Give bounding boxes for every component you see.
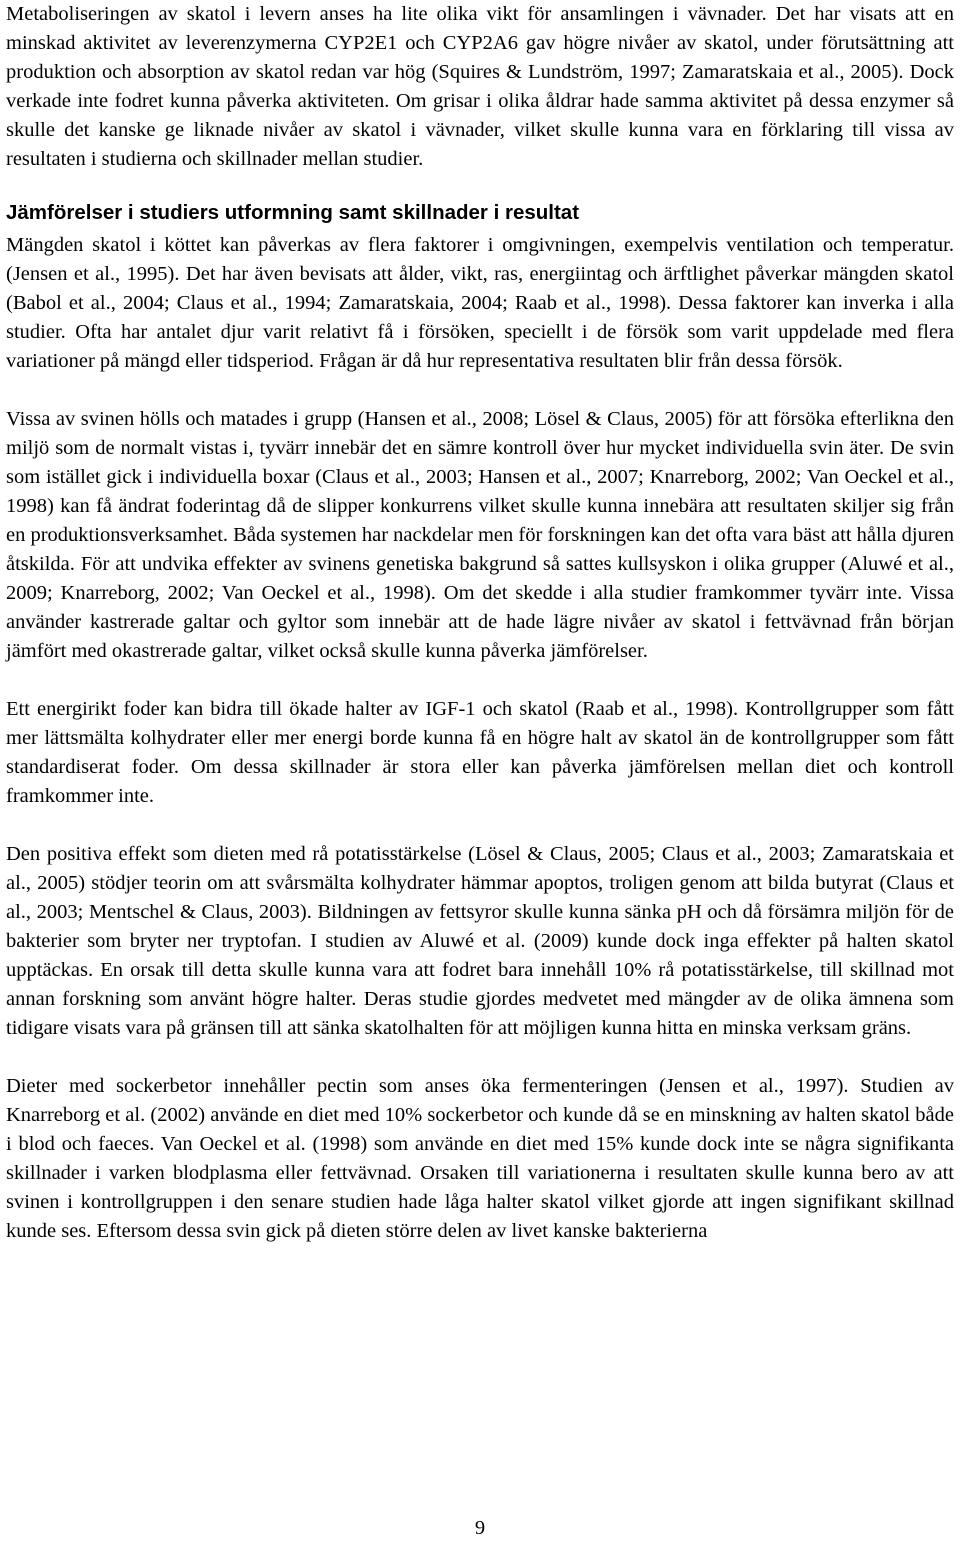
page-number: 9 — [474, 1517, 486, 1539]
section-heading: Jämförelser i studiers utformning samt skillnader i resultat — [6, 201, 580, 224]
paragraph-skatol-metabolism: Metaboliseringen av skatol i levern anses ha lite olika vikt för ansamlingen i vävnader. Det har visats att en minskad aktivitet av leverenzymerna CYP2E1 och CYP2A6 gav högre nivåer av skatol, under förutsättning att produktion och absorption av skatol redan var hög (Squires & Lundström, 1997; Zamaratskaia et al., 2005). Dock verkade inte fodret kunna påverka aktiviteten. Om grisar i olika åldrar hade samma aktivitet på dessa enzymer så skulle det kanske ge liknade nivåer av skatol i vävnader, vilket skulle kunna vara en förklaring till vissa av resultaten i studierna och skillnader mellan studier. — [6, 3, 954, 170]
paragraph-potato-starch: Den positiva effekt som dieten med rå potatisstärkelse (Lösel & Claus, 2005; Claus et al., 2003; Zamaratskaia et al., 2005) stödjer teorin om att svårsmälta kolhydrater hämmar apoptos, troligen genom att bilda butyrat (Claus et al., 2003; Mentschel & Claus, 2003). Bildningen av fettsyror skulle kunna sänka pH och då försämra miljön för de bakterier som bryter ner tryptofan. I studien av Aluwé et al. (2009) kunde dock inga effekter på halten skatol upptäckas. En orsak till detta skulle kunna vara att fodret bara innehåll 10% rå potatisstärkelse, till skillnad mot annan forskning som använt högre halter. Deras studie gjordes medvetet med mängder av de olika ämnena som tidigare visats vara på gränsen till att sänka skatolhalten för att möjligen kunna hitta en minska verksam gräns. — [6, 843, 954, 1039]
document-page — [6, 0, 954, 1246]
paragraph-housing: Vissa av svinen hölls och matades i grupp (Hansen et al., 2008; Lösel & Claus, 2005) för att försöka efterlikna den miljö som de normalt vistas i, tyvärr innebär det en sämre kontroll över hur mycket individuella svin äter. De svin som istället gick i individuella boxar (Claus et al., 2003; Hansen et al., 2007; Knarreborg, 2002; Van Oeckel et al., 1998) kan få ändrat foderintag då de slipper konkurrens vilket skulle kunna innebära att resultaten skiljer sig från en produktionsverksamhet. Båda systemen har nackdelar men för forskningen kan det ofta vara bäst att hålla djuren åtskilda. För att undvika effekter av svinens genetiska bakgrund så sattes kullsyskon i olika grupper (Aluwé et al., 2009; Knarreborg, 2002; Van Oeckel et al., 1998). Om det skedde i alla studier framkommer tyvärr inte. Vissa använder kastrerade galtar och gyltor som innebär att de hade lägre nivåer av skatol i fettvävnad från början jämfört med okastrerade galtar, vilket också skulle kunna påverka jämförelser. — [6, 408, 954, 662]
paragraph-energy-feed: Ett energirikt foder kan bidra till ökade halter av IGF-1 och skatol (Raab et al., 1998). Kontrollgrupper som fått mer lättsmälta kolhydrater eller mer energi borde kunna få en högre halt av skatol än de kontrollgrupper som fått standardiserat foder. Om dessa skillnader är stora eller kan påverka jämförelsen mellan diet och kontroll framkommer inte. — [6, 698, 954, 807]
paragraph-environment-factors: Mängden skatol i köttet kan påverkas av flera faktorer i omgivningen, exempelvis ventilation och temperatur. (Jensen et al., 1995). Det har även bevisats att ålder, vikt, ras, energiintag och ärftlighet påverkar mängden skatol (Babol et al., 2004; Claus et al., 1994; Zamaratskaia, 2004; Raab et al., 1998). Dessa faktorer kan inverka i alla studier. Ofta har antalet djur varit relativt få i försöken, speciellt i de försök som varit uppdelade med flera variationer på mängd eller tidsperiod. Frågan är då hur representativa resultaten blir från dessa försök. — [6, 234, 954, 372]
paragraph-sugar-beet: Dieter med sockerbetor innehåller pectin som anses öka fermenteringen (Jensen et al., 1997). Studien av Knarreborg et al. (2002) använde en diet med 10% sockerbetor och kunde då se en minskning av halten skatol både i blod och faeces. Van Oeckel et al. (1998) som använde en diet med 15% kunde dock inte se några signifikanta skillnader i varken blodplasma eller fettvävnad. Orsaken till variationerna i resultaten skulle kunna bero av att svinen i kontrollgruppen i den senare studien hade låga halter skatol vilket gjorde att ingen signifikant skillnad kunde ses. Eftersom dessa svin gick på dieten större delen av livet kanske bakterierna — [6, 1075, 954, 1242]
